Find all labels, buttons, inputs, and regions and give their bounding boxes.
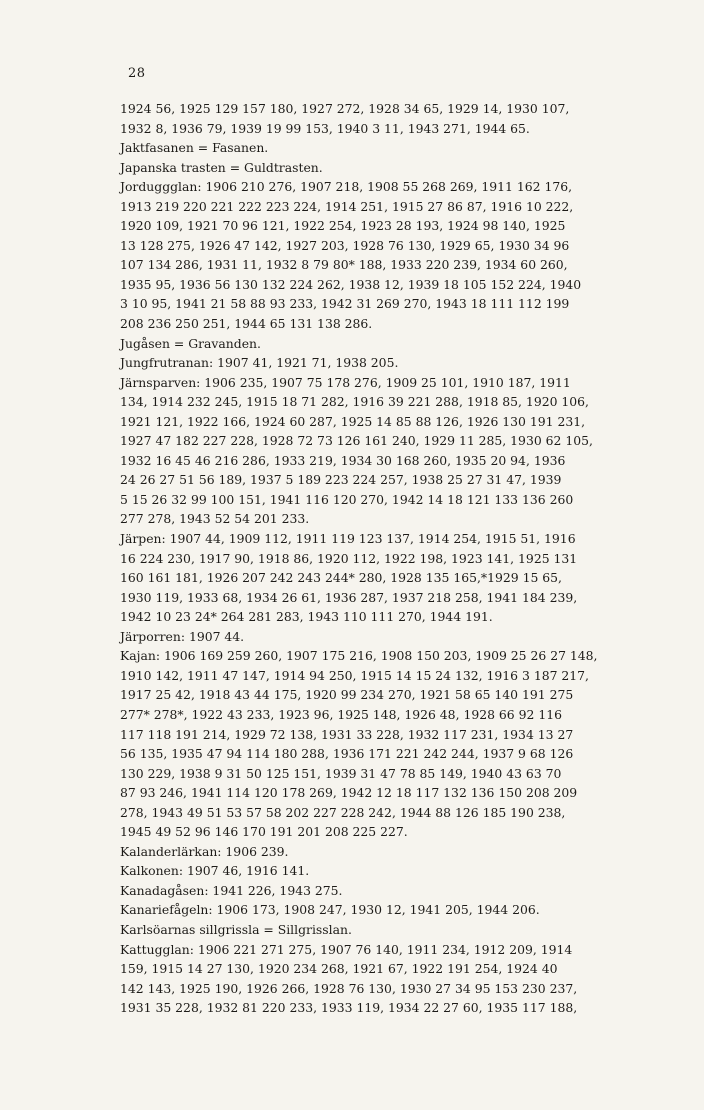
entry-line: Kattugglan: 1906 221 271 275, 1907 76 140, 1911 234, 1912 209, 1914 bbox=[120, 941, 573, 957]
entry-line: Jungfrutranan: 1907 41, 1921 71, 1938 205. bbox=[120, 355, 399, 371]
index-content bbox=[120, 99, 598, 1018]
index-entry bbox=[120, 177, 590, 333]
index-entry bbox=[120, 861, 590, 881]
entry-line: Jaktfasanen = Fasanen. bbox=[120, 140, 269, 156]
index-entry bbox=[120, 646, 598, 841]
entry-line: Kalanderlärkan: 1906 239. bbox=[120, 843, 289, 859]
entry-line: 1924 56, 1925 129 157 180, 1927 272, 1928 34 65, 1929 14, 1930 107, bbox=[120, 101, 570, 116]
entry-line: 1917 25 42, 1918 43 44 175, 1920 99 234 270, 1921 58 65 140 191 275 bbox=[120, 687, 574, 703]
index-entry bbox=[120, 373, 593, 529]
entry-line: 1942 10 23 24* 264 281 283, 1943 110 111 270, 1944 191. bbox=[120, 609, 493, 625]
entry-line: 16 224 230, 1917 90, 1918 86, 1920 112, 1922 198, 1923 141, 1925 131 bbox=[120, 550, 578, 566]
entry-line: 1932 16 45 46 216 286, 1933 219, 1934 30 168 260, 1935 20 94, 1936 bbox=[120, 452, 566, 468]
entry-line: 107 134 286, 1931 11, 1932 8 79 80* 188, 1933 220 239, 1934 60 260, bbox=[120, 257, 568, 273]
entry-line: 130 229, 1938 9 31 50 125 151, 1939 31 47 78 85 149, 1940 43 63 70 bbox=[120, 765, 562, 781]
entry-line: 1927 47 182 227 228, 1928 72 73 126 161 240, 1929 11 285, 1930 62 105, bbox=[120, 433, 593, 449]
entry-line: 87 93 246, 1941 114 120 178 269, 1942 12 18 117 132 136 150 208 209 bbox=[120, 785, 578, 801]
entry-line: 208 236 250 251, 1944 65 131 138 286. bbox=[120, 316, 373, 332]
index-entry bbox=[120, 158, 590, 178]
entry-line: 134, 1914 232 245, 1915 18 71 282, 1916 39 221 288, 1918 85, 1920 106, bbox=[120, 394, 589, 410]
index-entry bbox=[120, 881, 590, 901]
entry-line: 1931 35 228, 1932 81 220 233, 1933 119, 1934 22 27 60, 1935 117 188, bbox=[120, 1000, 578, 1016]
index-entry bbox=[120, 920, 590, 940]
entry-line: 159, 1915 14 27 130, 1920 234 268, 1921 67, 1922 191 254, 1924 40 bbox=[120, 961, 558, 977]
entry-line: 160 161 181, 1926 207 242 243 244* 280, 1928 135 165,*1929 15 65, bbox=[120, 570, 562, 586]
entry-line: Järporren: 1907 44. bbox=[120, 628, 245, 644]
entry-line: 13 128 275, 1926 47 142, 1927 203, 1928 76 130, 1929 65, 1930 34 96 bbox=[120, 237, 570, 253]
entry-line: Kanariefågeln: 1906 173, 1908 247, 1930 12, 1941 205, 1944 206. bbox=[120, 902, 540, 918]
entry-line: 1920 109, 1921 70 96 121, 1922 254, 1923 28 193, 1924 98 140, 1925 bbox=[120, 218, 566, 234]
index-entry bbox=[120, 940, 590, 1018]
entry-line: Japanska trasten = Guldtrasten. bbox=[120, 159, 323, 175]
entry-line: 277 278, 1943 52 54 201 233. bbox=[120, 511, 310, 527]
entry-line: 1935 95, 1936 56 130 132 224 262, 1938 12, 1939 18 105 152 224, 1940 bbox=[120, 276, 582, 292]
entry-line: 56 135, 1935 47 94 114 180 288, 1936 171 221 242 244, 1937 9 68 126 bbox=[120, 746, 574, 762]
entry-line: 117 118 191 214, 1929 72 138, 1931 33 228, 1932 117 231, 1934 13 27 bbox=[120, 726, 574, 742]
index-entry bbox=[120, 529, 590, 627]
index-entry bbox=[120, 99, 590, 138]
entry-line: 1945 49 52 96 146 170 191 201 208 225 227. bbox=[120, 824, 408, 840]
entry-line: 1921 121, 1922 166, 1924 60 287, 1925 14 85 88 126, 1926 130 191 231, bbox=[120, 413, 586, 429]
entry-line: 1930 119, 1933 68, 1934 26 61, 1936 287, 1937 218 258, 1941 184 239, bbox=[120, 589, 578, 605]
entry-line: 5 15 26 32 99 100 151, 1941 116 120 270, 1942 14 18 121 133 136 260 bbox=[120, 491, 574, 507]
entry-line: Järpen: 1907 44, 1909 112, 1911 119 123 137, 1914 254, 1915 51, 1916 bbox=[120, 531, 576, 547]
entry-line: Karlsöarnas sillgrissla = Sillgrisslan. bbox=[120, 921, 352, 937]
index-entry bbox=[120, 842, 590, 862]
entry-line: Jorduggglan: 1906 210 276, 1907 218, 1908 55 268 269, 1911 162 176, bbox=[120, 179, 573, 195]
index-entry bbox=[120, 900, 590, 920]
page-number: 28 bbox=[128, 66, 146, 81]
entry-line: 278, 1943 49 51 53 57 58 202 227 228 242, 1944 88 126 185 190 238, bbox=[120, 804, 566, 820]
index-entry bbox=[120, 138, 590, 158]
entry-line: 142 143, 1925 190, 1926 266, 1928 76 130, 1930 27 34 95 153 230 237, bbox=[120, 980, 578, 996]
index-entry bbox=[120, 627, 590, 647]
entry-line: Järnsparven: 1906 235, 1907 75 178 276, 1909 25 101, 1910 187, 1911 bbox=[120, 374, 571, 390]
entry-line: 277* 278*, 1922 43 233, 1923 96, 1925 148, 1926 48, 1928 66 92 116 bbox=[120, 706, 562, 722]
entry-line: 1910 142, 1911 47 147, 1914 94 250, 1915 14 15 24 132, 1916 3 187 217, bbox=[120, 667, 589, 683]
entry-line: 1932 8, 1936 79, 1939 19 99 153, 1940 3 11, 1943 271, 1944 65. bbox=[120, 120, 530, 136]
entry-line: 3 10 95, 1941 21 58 88 93 233, 1942 31 269 270, 1943 18 111 112 199 bbox=[120, 296, 570, 312]
index-entry bbox=[120, 353, 590, 373]
entry-line: 24 26 27 51 56 189, 1937 5 189 223 224 257, 1938 25 27 31 47, 1939 bbox=[120, 472, 562, 488]
entry-line: Kajan: 1906 169 259 260, 1907 175 216, 1908 150 203, 1909 25 26 27 148, bbox=[120, 648, 598, 664]
entry-line: Kalkonen: 1907 46, 1916 141. bbox=[120, 863, 310, 879]
entry-line: Kanadagåsen: 1941 226, 1943 275. bbox=[120, 882, 343, 898]
index-entry bbox=[120, 334, 590, 354]
entry-line: 1913 219 220 221 222 223 224, 1914 251, 1915 27 86 87, 1916 10 222, bbox=[120, 198, 574, 214]
entry-line: Jugåsen = Gravanden. bbox=[120, 335, 261, 351]
